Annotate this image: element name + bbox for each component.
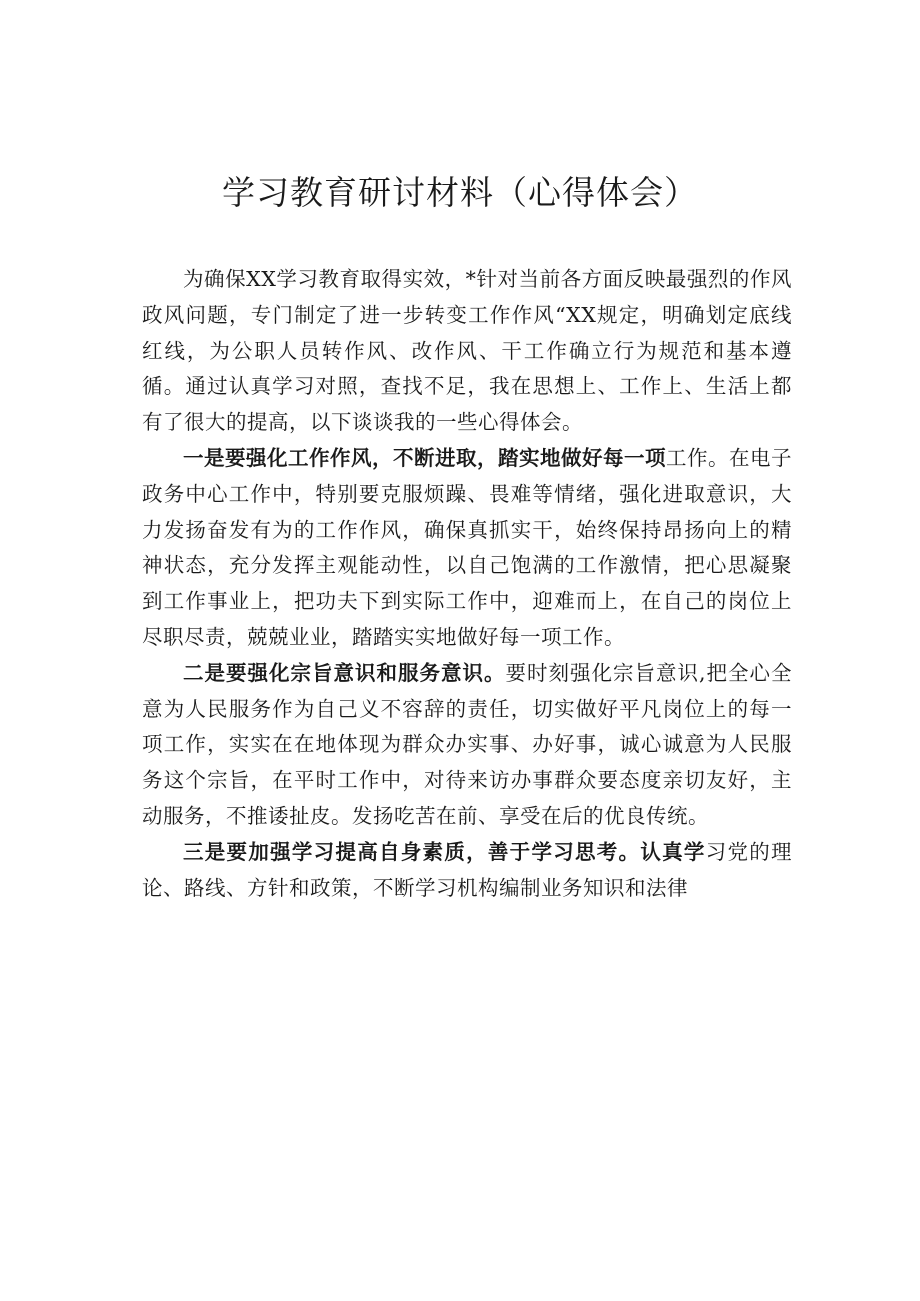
paragraph-point-two [142, 656, 792, 835]
paragraph-lead: 三是要加强学习提高自身素质，善于学习思考。认真学 [183, 839, 706, 864]
paragraph-text: 为确保XX学习教育取得实效，*针对当前各方面反映最强烈的作风政风问题，专门制定了进一步转变工作作风“XX规定，明确划定底线红线，为公职人员转作风、改作风、干工作确立行为规范和基本遵循。通过认真学习对照，查找不足，我在思想上、工作上、生活上都有了很大的提高，以下谈谈我的一些心得体会。 [142, 267, 792, 435]
document-body [142, 262, 792, 906]
paragraph-text: 习党的理论、路线、方针和政策，不断学习机构编制业务知识和法律 [142, 839, 793, 900]
document-title: 学习教育研讨材料（心得体会） [222, 173, 698, 212]
paragraph-text: 要时刻强化宗旨意识,把全心全意为人民服务作为自己义不容辞的责任，切实做好平凡岗位上的每一项工作，实实在在地体现为群众办实事、办好事，诚心诚意为人民服务这个宗旨，在平时工作中，对待来访办事群众要态度亲切友好，主动服务，不推诿扯皮。发扬吃苦在前、享受在后的优良传统。 [142, 660, 793, 828]
paragraph-point-one [142, 441, 792, 656]
paragraph-intro [142, 262, 792, 441]
paragraph-lead: 一是要强化工作作风，不断进取，踏实地做好每一项 [183, 445, 666, 470]
paragraph-point-three [142, 835, 792, 907]
paragraph-text: 工作。在电子政务中心工作中，特别要克服烦躁、畏难等情绪，强化进取意识，大力发扬奋发有为的工作作风，确保真抓实干，始终保持昂扬向上的精神状态，充分发挥主观能动性，以自己饱满的工作激情，把心思凝聚到工作事业上，把功夫下到实际工作中，迎难而上，在自己的岗位上尽职尽责，兢兢业业，踏踏实实地做好每一项工作。 [142, 445, 792, 649]
paragraph-lead: 二是要强化宗旨意识和服务意识。 [183, 660, 506, 685]
